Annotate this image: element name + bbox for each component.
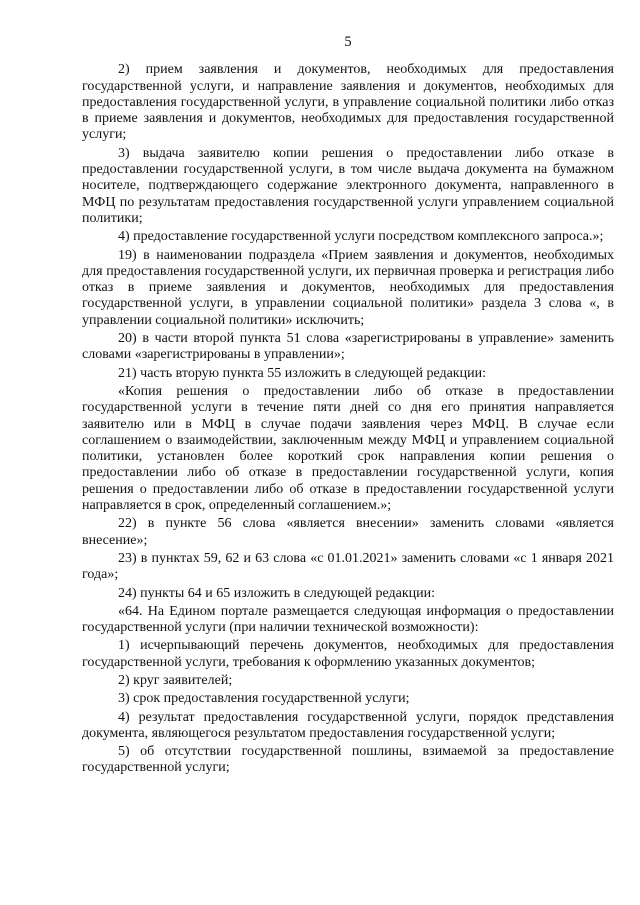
paragraph-3: 4) предоставление государственной услуги посредством комплексного запроса.»; xyxy=(118,229,604,245)
paragraph-13: 2) круг заявителей; xyxy=(118,672,233,688)
paragraph-12: 1) исчерпывающий перечень документов, необходимых для предоставления государственной услуги, требования к оформлению указанных документов; xyxy=(82,638,614,670)
paragraph-14: 3) срок предоставления государственной услуги; xyxy=(118,691,410,707)
paragraph-9: 23) в пунктах 59, 62 и 63 слова «с 01.01.2021» заменить словами «с 1 января 2021 года»; xyxy=(82,550,614,583)
page-number: 5 xyxy=(344,34,352,50)
document-page xyxy=(82,34,614,779)
paragraph-2: 3) выдача заявителю копии решения о предоставлении либо отказе в предоставлении государственной услуги, в том числе выдача документа на бумажном носителе, подтверждающего содержание электронного документа, направленного в МФЦ по результатам предоставления государственной услуги управлением социальной политики; xyxy=(82,145,614,226)
paragraph-7: «Копия решения о предоставлении либо об отказе в предоставлении государственной услуги в течение пяти дней со дня его принятия направляется заявителю или в МФЦ в случае подачи заявления через МФЦ. В случае если соглашением о взаимодействии, заключенным между МФЦ и управлением социальной политики, установлен более короткий срок направления копии решения о предоставлении либо об отказе в предоставлении государственной услуги, копия решения о предоставлении либо об отказе в предоставлении государственной услуги направляется в срок, определенный соглашением.»; xyxy=(82,383,614,514)
paragraph-5: 20) в части второй пункта 51 слова «зарегистрированы в управление» заменить словами «зарегистрированы в управлении»; xyxy=(82,331,614,363)
paragraph-15: 4) результат предоставления государственной услуги, порядок представления документа, являющегося результатом предоставления государственной услуги; xyxy=(82,709,614,741)
paragraph-4: 19) в наименовании подраздела «Прием заявления и документов, необходимых для предоставления государственной услуги, их первичная проверка и регистрация либо отказ в приеме заявления и документов, необходимых для предоставления государственной услуги, в управлении социальной политики» раздела 3 слова «, в управлении социальной политики» исключить; xyxy=(82,247,614,328)
paragraph-1: 2) прием заявления и документов, необходимых для предоставления государственной услуги, и направление заявления и документов, необходимых для предоставления государственной услуги, в управление социальной политики либо отказ в приеме заявления и документов, необходимых для предоставления государственной услуги; xyxy=(82,62,614,143)
paragraph-11: «64. На Едином портале размещается следующая информация о предоставлении государственной услуги (при наличии технической возможности): xyxy=(82,603,614,636)
paragraph-6: 21) часть вторую пункта 55 изложить в следующей редакции: xyxy=(118,365,486,381)
paragraph-10: 24) пункты 64 и 65 изложить в следующей редакции: xyxy=(118,585,436,601)
paragraph-16: 5) об отсутствии государственной пошлины, взимаемой за предоставление государственной услуги; xyxy=(82,744,614,776)
paragraph-8: 22) в пункте 56 слова «является внесении» заменить словами «является внесение»; xyxy=(82,516,614,548)
